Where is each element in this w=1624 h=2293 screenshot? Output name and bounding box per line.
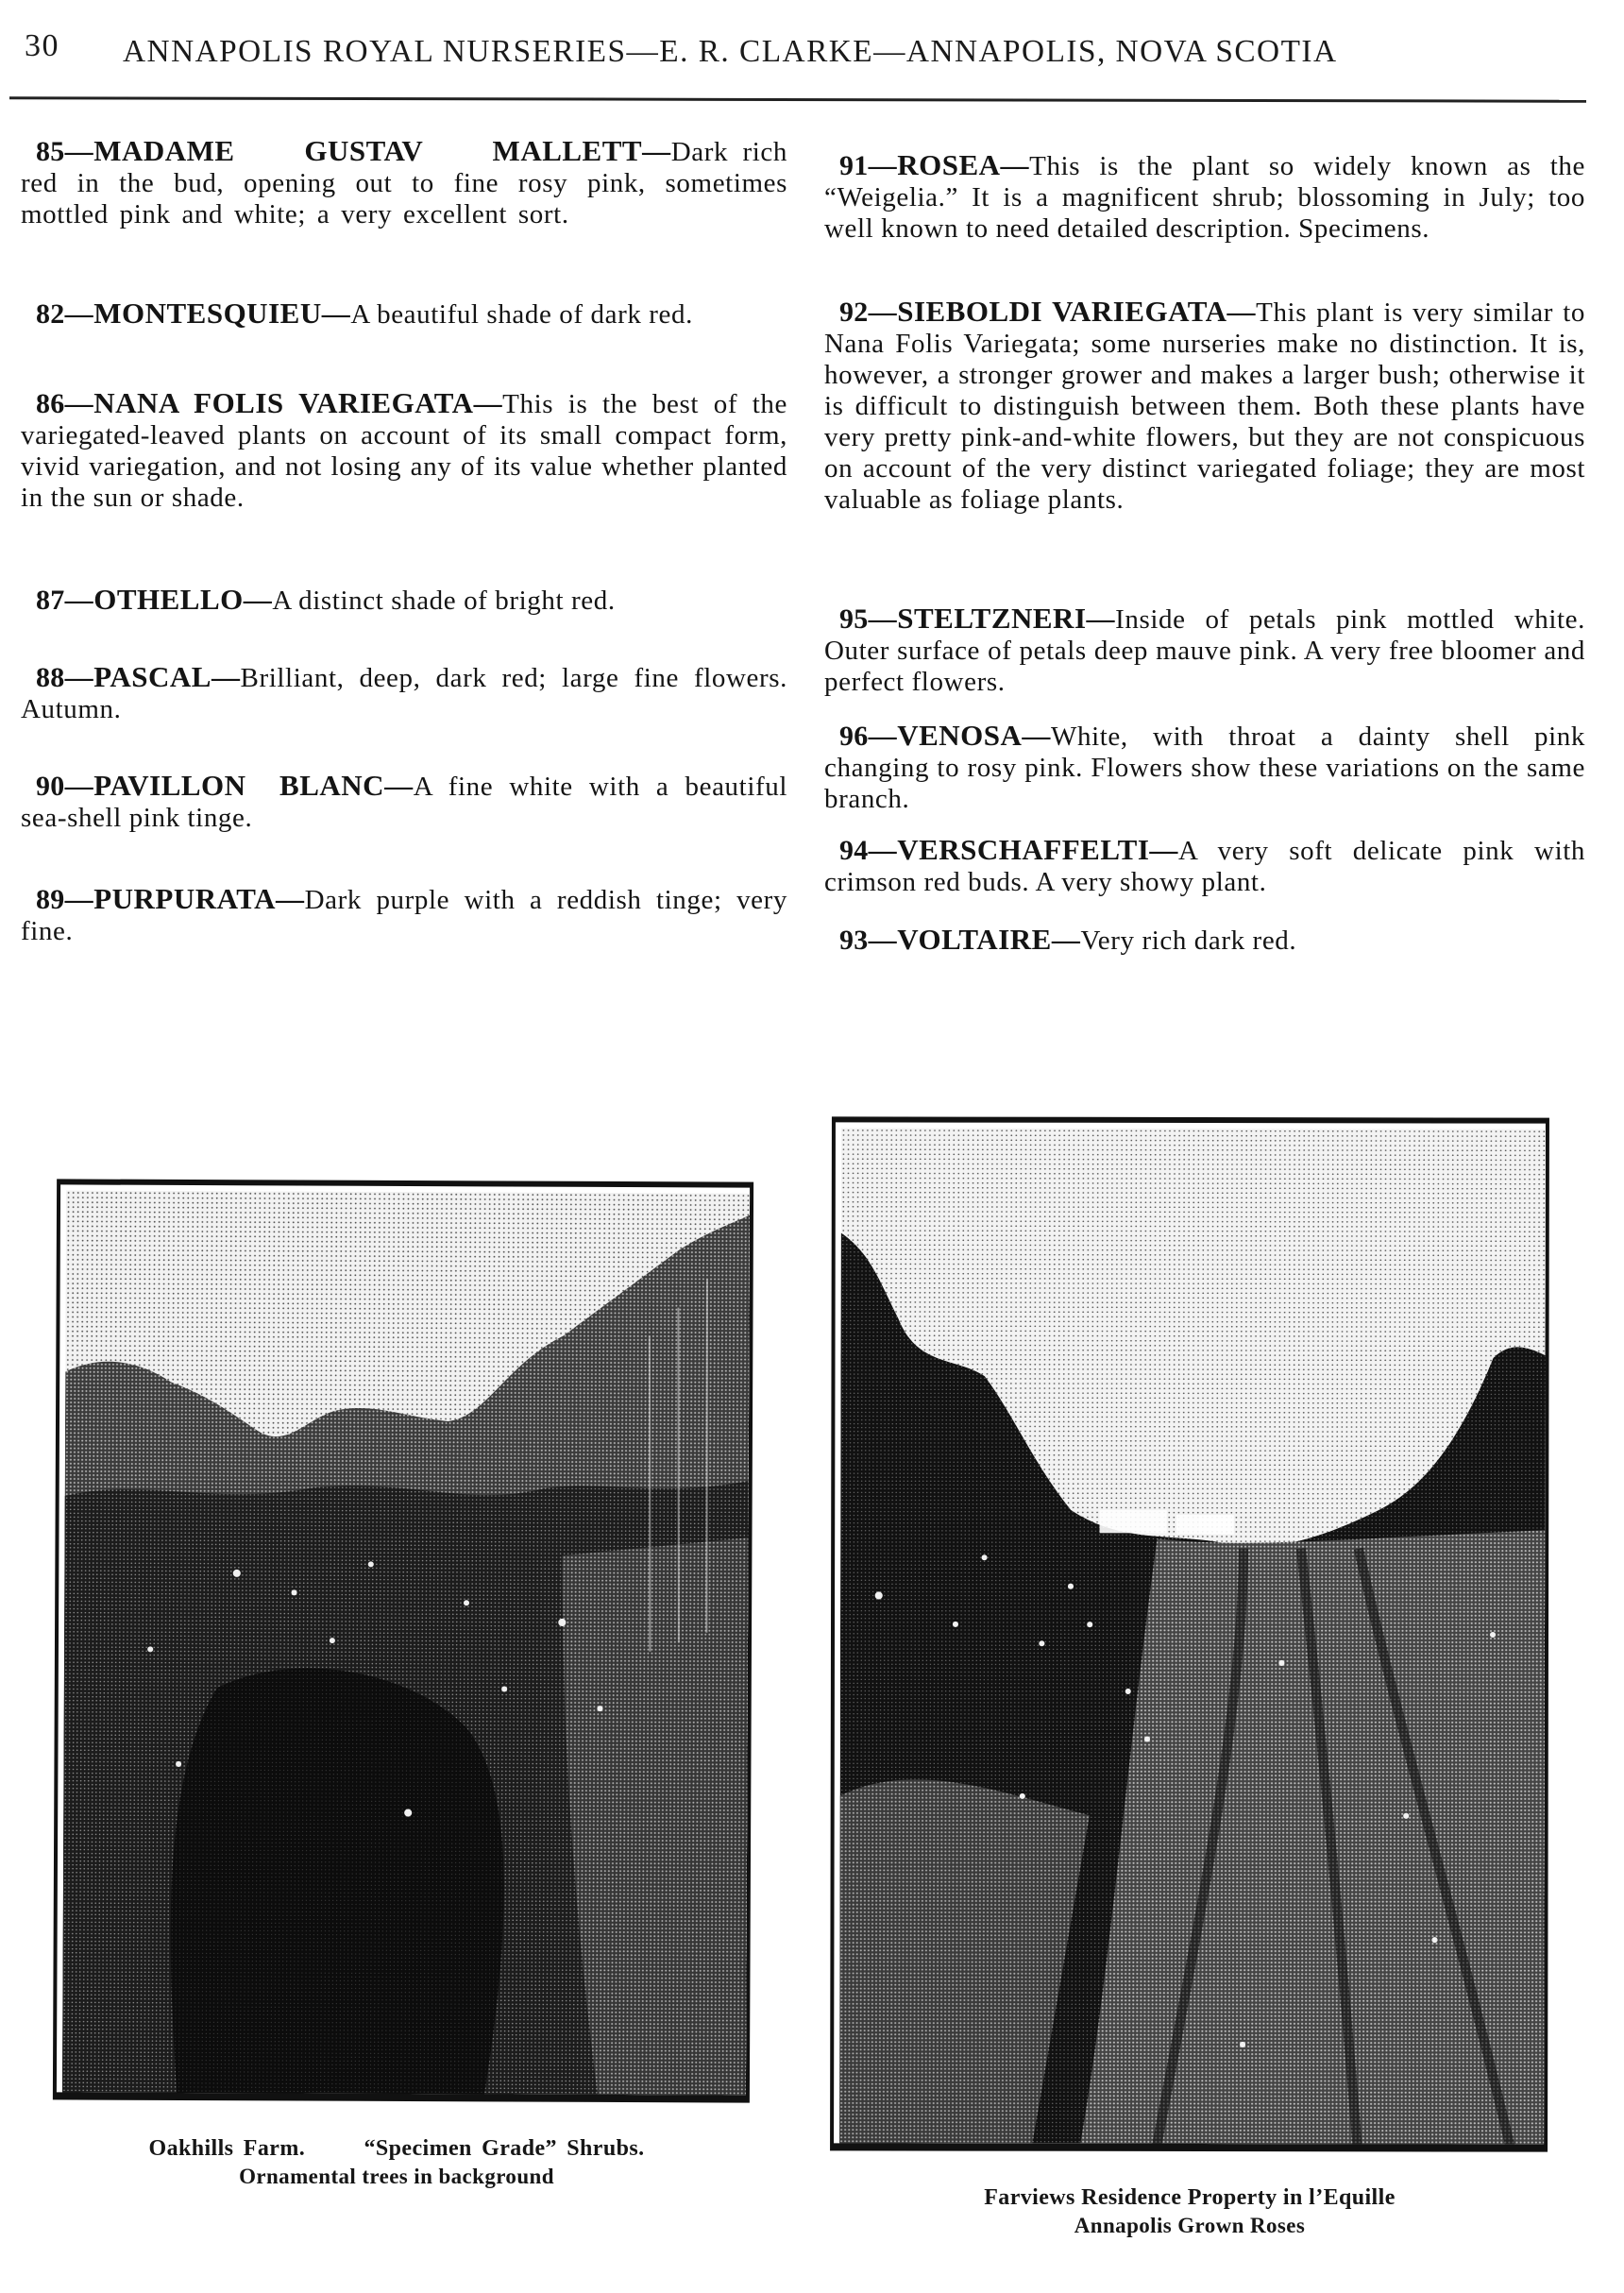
entry-number: 89	[36, 884, 65, 915]
page-header	[25, 28, 1592, 85]
entry-description: A beautiful shade of dark red.	[350, 299, 693, 330]
entry-description: A fine white with a beautiful sea-shell pink tinge.	[21, 772, 787, 833]
entry-number: 92	[839, 297, 869, 328]
catalog-entry	[21, 661, 787, 725]
entry-separator: —	[276, 884, 305, 915]
entry-description: White, with throat a dainty shell pink changing to rosy pink. Flowers show these variations on the same branch.	[824, 722, 1585, 814]
grass-path	[560, 1537, 753, 2101]
entry-description: This is the best of the variegated-leaved plants on account of its small compact form, vivid variegation, and not losing any of its value whether planted in the sun or shade.	[21, 389, 787, 513]
entry-separator: —	[64, 662, 94, 693]
entry-name: NANA FOLIS VARIEGATA	[93, 386, 474, 419]
photo-farviews-property	[830, 1116, 1549, 2151]
entry-name: SIEBOLDI VARIEGATA	[897, 295, 1227, 328]
entry-separator: —	[321, 298, 351, 330]
catalog-entry	[824, 603, 1585, 698]
entry-separator: —	[64, 585, 94, 616]
entry-separator: —	[64, 771, 94, 802]
entry-separator: —	[384, 771, 414, 802]
catalog-entry	[824, 834, 1585, 898]
caption-line-1: Farviews Residence Property in l’Equille	[984, 2185, 1396, 2210]
entry-name: VERSCHAFFELTI	[897, 833, 1150, 866]
catalog-entry	[21, 387, 787, 514]
entry-separator: —	[243, 585, 273, 616]
catalog-entry	[824, 149, 1585, 245]
entry-description: Brilliant, deep, dark red; large fine flowers. Autumn.	[21, 663, 787, 724]
entry-number: 91	[839, 150, 869, 181]
running-head: ANNAPOLIS ROYAL NURSERIES—E. R. CLARKE—ANNAPOLIS, NOVA SCOTIA	[123, 34, 1338, 69]
photo-oakhills-farm	[53, 1179, 753, 2102]
catalog-entry	[21, 770, 787, 834]
entry-separator: —	[473, 388, 503, 419]
entry-description: A distinct shade of bright red.	[272, 586, 616, 616]
entry-separator: —	[868, 721, 898, 752]
shrub-shadow	[170, 1668, 505, 2100]
entry-separator: —	[64, 136, 94, 167]
photo-landscape-shrubs	[62, 1190, 753, 2100]
entry-separator: —	[211, 662, 241, 693]
catalog-entry	[824, 720, 1585, 815]
page-number: 30	[25, 28, 59, 63]
entry-number: 93	[839, 925, 869, 956]
entry-name: MADAME GUSTAV MALLETT	[93, 134, 643, 167]
entry-name: VOLTAIRE	[897, 923, 1052, 956]
entry-number: 90	[36, 771, 65, 802]
catalog-entry	[824, 296, 1585, 516]
entry-separator: —	[868, 150, 898, 181]
entry-description: This plant is very similar to Nana Folis Variegata; some nurseries make no distinction. It is, however, a stronger grower and makes a larger bush; otherwise it is difficult to distinguish between them. Both these plants have very pretty pink-and-white flowers, but they are not conspicuous on account of the very distinct variegated foliage; they are most valuable as foliage plants.	[824, 297, 1585, 515]
header-rule	[9, 96, 1586, 102]
caption-line-1: Oakhills Farm. “Specimen Grade” Shrubs.	[148, 2136, 645, 2161]
entry-separator: —	[64, 388, 94, 419]
entry-number: 86	[36, 388, 65, 419]
catalog-entry	[21, 584, 787, 617]
entry-description: A very soft delicate pink with crimson red buds. A very showy plant.	[824, 836, 1585, 897]
entry-separator: —	[868, 603, 898, 635]
entry-separator: —	[1226, 297, 1257, 328]
entry-separator: —	[868, 835, 898, 866]
entry-number: 96	[839, 721, 869, 752]
entry-number: 95	[839, 603, 869, 635]
entry-separator: —	[642, 136, 671, 167]
catalog-entry	[21, 297, 787, 331]
field-rows	[1079, 1529, 1549, 2150]
entry-name: PASCAL	[93, 660, 211, 693]
entry-name: MONTESQUIEU	[93, 297, 322, 330]
caption-line-2: Annapolis Grown Roses	[1074, 2214, 1306, 2237]
entry-description: Dark purple with a reddish tinge; very fine.	[21, 885, 787, 946]
entry-number: 87	[36, 585, 65, 616]
catalog-entry	[21, 135, 787, 230]
entry-separator: —	[64, 884, 94, 915]
catalog-entry	[824, 924, 1585, 957]
entry-separator: —	[64, 298, 94, 330]
entry-separator: —	[1149, 835, 1179, 866]
entry-name: OTHELLO	[93, 583, 244, 616]
entry-separator: —	[1051, 925, 1081, 956]
entry-separator: —	[1086, 603, 1116, 635]
entry-description: Dark rich red in the bud, opening out to fine rosy pink, sometimes mottled pink and white; a very excellent sort.	[21, 137, 787, 229]
caption-line-2: Ornamental trees in background	[239, 2165, 554, 2188]
entry-separator: —	[1000, 150, 1030, 181]
entry-number: 82	[36, 298, 65, 330]
entry-number: 88	[36, 662, 65, 693]
entry-name: PURPURATA	[93, 882, 276, 915]
entry-name: STELTZNERI	[897, 602, 1087, 635]
entry-name: ROSEA	[897, 148, 1001, 181]
entry-separator: —	[868, 925, 898, 956]
entry-description: Very rich dark red.	[1080, 926, 1297, 956]
photo-landscape-roses	[839, 1128, 1549, 2149]
photo-caption-oakhills	[38, 2134, 755, 2191]
photo-caption-farviews	[831, 2183, 1548, 2240]
entry-name: PAVILLON BLANC	[93, 769, 385, 802]
entry-description: This is the plant so widely known as the “Weigelia.” It is a magnificent shrub; blossoming in July; too well known to need detailed description. Specimens.	[824, 151, 1585, 244]
entry-number: 94	[839, 835, 869, 866]
entry-separator: —	[868, 297, 898, 328]
entry-description: Inside of petals pink mottled white. Outer surface of petals deep mauve pink. A very free bloomer and perfect flowers.	[824, 604, 1585, 697]
entry-name: VENOSA	[897, 719, 1023, 752]
entry-separator: —	[1022, 721, 1052, 752]
entry-number: 85	[36, 136, 65, 167]
catalog-entry	[21, 883, 787, 947]
